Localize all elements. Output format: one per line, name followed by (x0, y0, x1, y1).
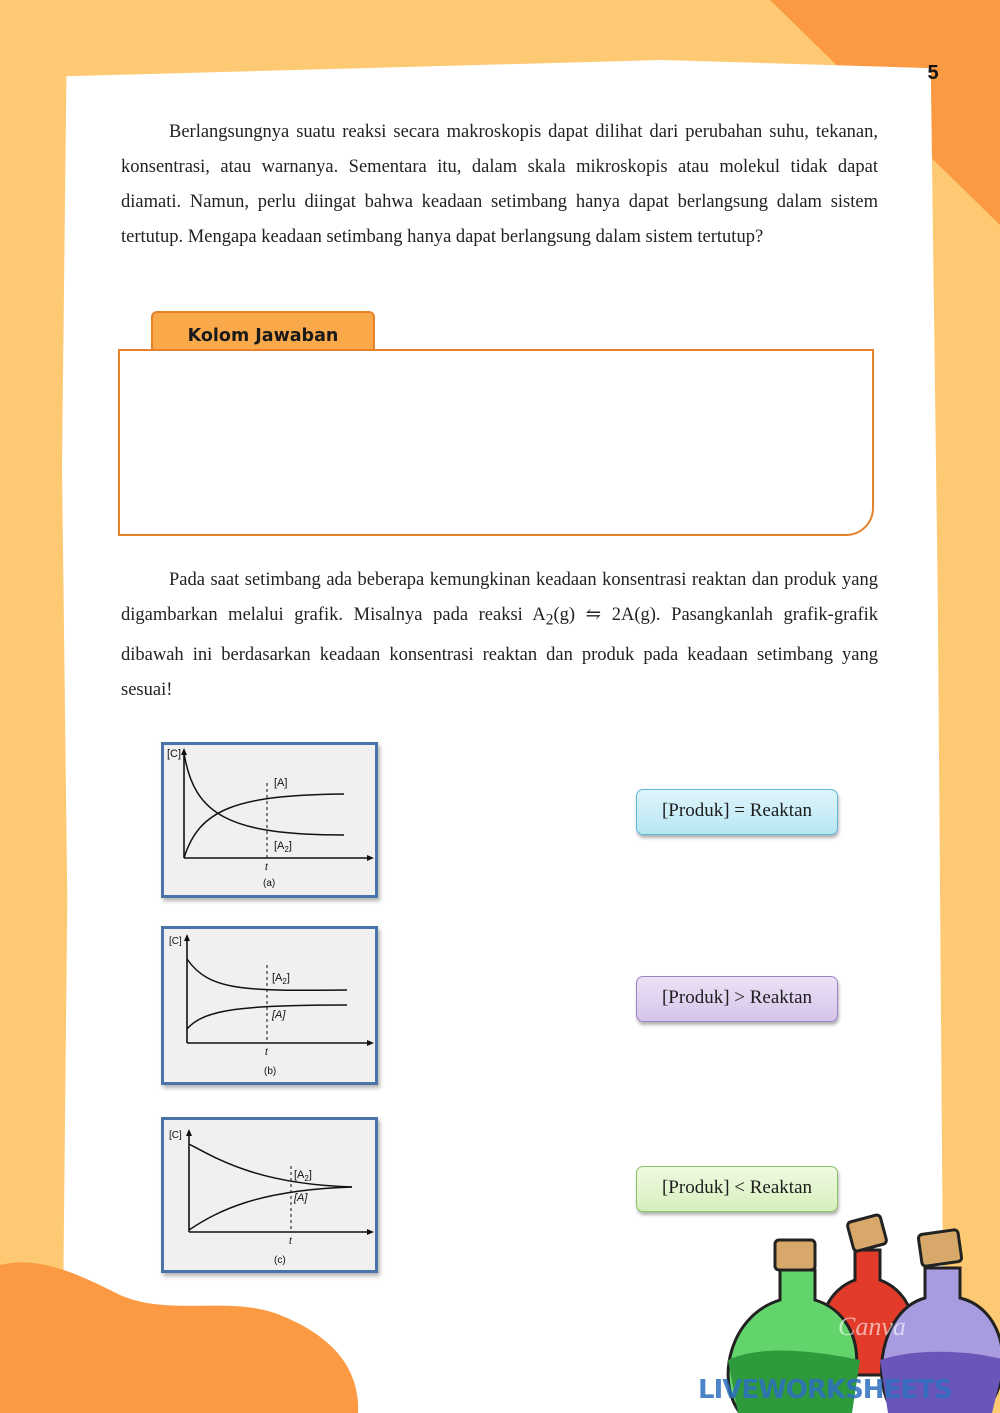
graph-c (164, 1120, 375, 1270)
graph-caption: (b) (264, 1066, 277, 1077)
curve-upper (189, 1144, 352, 1187)
graph-card-a[interactable] (161, 742, 378, 898)
answer-tab-label: Kolom Jawaban (151, 311, 375, 351)
curve-lower (189, 1187, 352, 1230)
lower-label: $[A_2]$ (274, 840, 292, 854)
x-axis-arrow (367, 1040, 374, 1046)
reaction-equation: $A_2(g)$ ⇋ 2A(g). (532, 605, 661, 629)
x-axis-label: t (265, 1047, 268, 1058)
instruction-paragraph (121, 563, 878, 708)
upper-label: $[A_2]$ (272, 972, 290, 986)
y-axis-arrow (186, 1129, 192, 1136)
x-axis-label: t (265, 862, 268, 873)
graph-caption: (c) (274, 1255, 286, 1266)
graph-a (164, 745, 375, 895)
graph-b (164, 929, 375, 1082)
page-number: 5 (927, 62, 939, 84)
match-option-less[interactable]: [Produk] < Reaktan (636, 1166, 838, 1212)
y-axis-label: [C] (167, 748, 182, 760)
answer-input-box[interactable] (118, 349, 874, 536)
lower-label: [A] (294, 1192, 308, 1204)
x-axis-arrow (367, 1229, 374, 1235)
graph-caption: (a) (263, 878, 276, 889)
graph-card-c[interactable] (161, 1117, 378, 1273)
graph-card-b[interactable] (161, 926, 378, 1085)
y-axis-label: [C] (169, 936, 182, 947)
curve-upper (184, 794, 344, 858)
match-option-greater[interactable]: [Produk] > Reaktan (636, 976, 838, 1022)
y-axis-label: [C] (169, 1130, 182, 1141)
y-axis-arrow (184, 934, 190, 941)
lower-label: [A] (272, 1009, 286, 1021)
canva-watermark: Canva (838, 1312, 906, 1341)
bottom-left-blob (0, 1255, 370, 1413)
match-option-equal[interactable]: [Produk] = Reaktan (636, 789, 838, 835)
instruction-text-end: Pasangkanlah grafik-grafik dibawah ini berdasarkan keadaan konsentrasi reaktan dan produk pada keadaan setimbang yang sesuai! (121, 605, 878, 700)
liveworksheets-watermark: LIVEWORKSHEETS (698, 1375, 952, 1405)
instruction-text-start: Pada saat setimbang ada beberapa kemungkinan keadaan konsentrasi reaktan dan produk yang digambarkan melalui grafik. Misalnya pada reaksi (121, 570, 878, 625)
upper-label: $[A_2]$ (294, 1169, 312, 1183)
x-axis-arrow (367, 855, 374, 861)
x-axis-label: t (289, 1236, 292, 1247)
intro-paragraph: Berlangsungnya suatu reaksi secara makroskopis dapat dilihat dari perubahan suhu, tekanan, konsentrasi, atau warnanya. Sementara itu, dalam skala mikroskopis atau molekul tidak dapat diamati. Namun, perlu diingat bahwa keadaan setimbang hanya dapat berlangsung dalam sistem tertutup. Mengapa keadaan setimbang hanya dapat berlangsung dalam sistem tertutup? (121, 122, 878, 247)
upper-label: [A] (274, 777, 288, 789)
